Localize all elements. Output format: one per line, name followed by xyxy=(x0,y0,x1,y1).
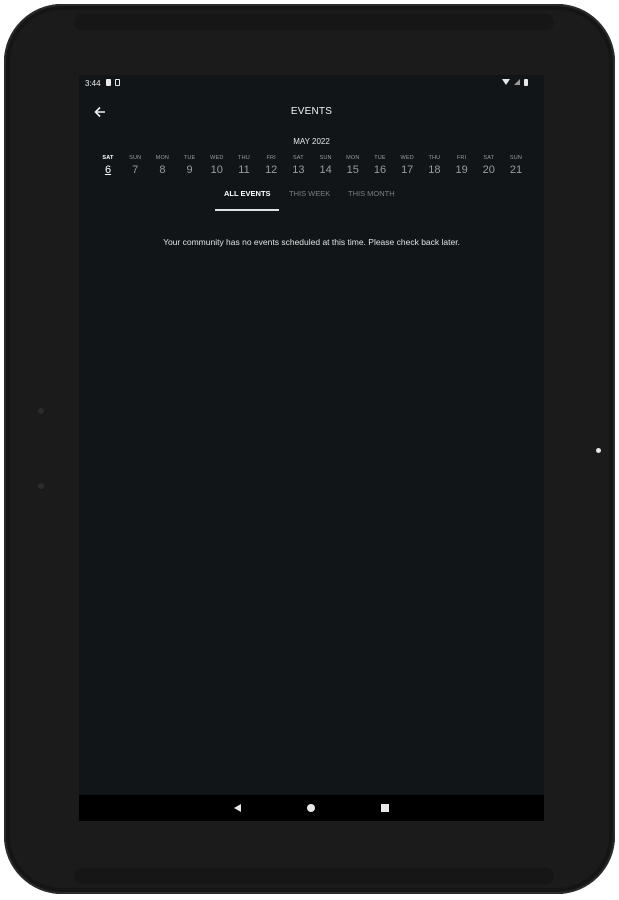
day-number: 6 xyxy=(104,164,112,176)
status-time: 3:44 xyxy=(85,79,101,88)
day-item[interactable] xyxy=(258,155,284,176)
day-item[interactable] xyxy=(449,155,475,176)
day-name: SAT xyxy=(483,155,495,161)
day-number: 10 xyxy=(210,164,223,176)
day-number: 20 xyxy=(482,164,495,176)
day-name: SAT xyxy=(292,155,304,161)
tablet-sensor-dot xyxy=(38,483,44,489)
day-number: 9 xyxy=(186,164,193,176)
page-title: EVENTS xyxy=(290,106,333,117)
day-name: TUE xyxy=(183,155,196,161)
system-nav-bar xyxy=(79,795,544,821)
wifi-icon xyxy=(502,79,510,85)
notification-icon xyxy=(106,79,111,86)
day-name: TUE xyxy=(374,155,386,161)
tablet-top-edge xyxy=(74,14,554,30)
day-item[interactable] xyxy=(204,155,230,176)
app-bar xyxy=(79,97,544,125)
day-item[interactable] xyxy=(503,155,529,176)
day-item[interactable] xyxy=(177,155,203,176)
back-triangle-icon xyxy=(234,804,241,812)
day-number: 18 xyxy=(428,164,441,176)
tab-all-events[interactable]: ALL EVENTS xyxy=(224,189,271,198)
empty-state-message: Your community has no events scheduled at this time. Please check back later. xyxy=(163,237,460,247)
day-number: 16 xyxy=(373,164,387,176)
active-tab-indicator xyxy=(215,209,279,211)
tab-this-week[interactable]: THIS WEEK xyxy=(289,189,331,198)
day-name: FRI xyxy=(456,155,467,161)
day-name: SUN xyxy=(319,155,332,161)
day-name: THU xyxy=(238,155,250,161)
storage-icon xyxy=(115,79,120,86)
nav-back-button[interactable] xyxy=(223,795,253,821)
day-item[interactable] xyxy=(122,155,148,176)
home-circle-icon xyxy=(307,804,315,812)
day-name: SAT xyxy=(102,155,114,161)
tablet-sensor-dot xyxy=(38,408,44,414)
day-name: SUN xyxy=(129,155,142,161)
day-name: WED xyxy=(400,155,414,161)
day-number: 15 xyxy=(346,164,359,176)
day-name: WED xyxy=(210,155,224,161)
day-number: 11 xyxy=(238,164,250,176)
signal-icon xyxy=(514,79,520,85)
battery-icon xyxy=(524,79,528,86)
day-item[interactable] xyxy=(149,155,175,176)
day-name: MON xyxy=(346,155,360,161)
day-number: 21 xyxy=(509,164,523,176)
recents-square-icon xyxy=(381,804,389,812)
day-name: FRI xyxy=(266,155,276,161)
day-item[interactable] xyxy=(394,155,420,176)
day-item[interactable] xyxy=(421,155,447,176)
nav-recents-button[interactable] xyxy=(370,795,400,821)
month-label: MAY 2022 xyxy=(293,137,330,146)
tab-this-month[interactable]: THIS MONTH xyxy=(348,189,395,198)
tablet-camera-dot xyxy=(596,448,601,453)
day-name: THU xyxy=(428,155,441,161)
day-strip xyxy=(95,155,528,181)
day-name: SUN xyxy=(509,155,523,161)
day-number: 7 xyxy=(132,164,139,176)
day-number: 8 xyxy=(159,164,166,176)
tablet-bottom-edge xyxy=(74,868,554,884)
day-item[interactable] xyxy=(313,155,339,176)
day-name: MON xyxy=(155,155,170,161)
day-number: 12 xyxy=(265,164,278,176)
day-item[interactable] xyxy=(367,155,393,176)
day-item[interactable] xyxy=(476,155,502,176)
day-number: 17 xyxy=(401,164,414,176)
status-bar xyxy=(79,75,544,93)
day-number: 13 xyxy=(292,164,305,176)
day-item[interactable] xyxy=(285,155,311,176)
day-item[interactable] xyxy=(95,155,121,176)
app-screen xyxy=(79,75,544,821)
nav-home-button[interactable] xyxy=(296,795,326,821)
day-number: 14 xyxy=(319,164,332,176)
day-item[interactable] xyxy=(231,155,257,176)
day-number: 19 xyxy=(455,164,468,176)
day-item[interactable] xyxy=(340,155,366,176)
